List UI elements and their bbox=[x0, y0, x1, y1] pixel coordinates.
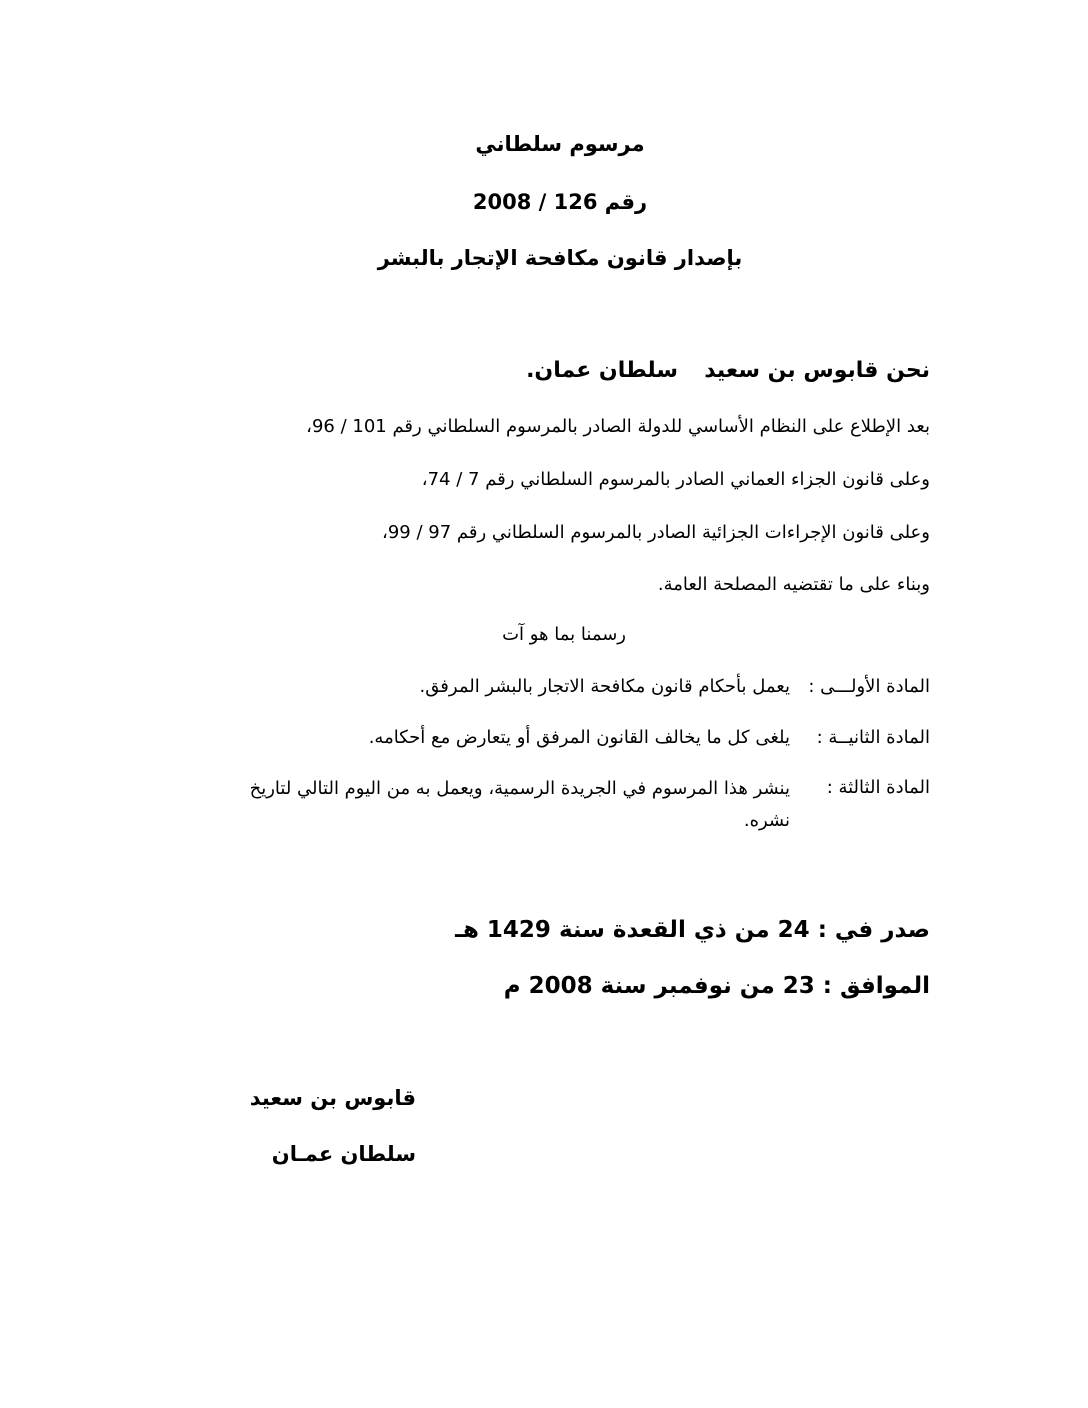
issuer-title: سلطان عمان. bbox=[526, 358, 678, 383]
article-2-text: يلغى كل ما يخالف القانون المرفق أو يتعارض مع أحكامه. bbox=[368, 727, 790, 748]
signature-name: قابوس بن سعيد bbox=[249, 1086, 416, 1110]
recital-public-interest: وبناء على ما تقتضيه المصلحة العامة. bbox=[657, 574, 930, 595]
recital-criminal-procedure: وعلى قانون الإجراءات الجزائية الصادر بالمرسوم السلطاني رقم 97 / 99، bbox=[382, 522, 930, 543]
article-3-text: ينشر هذا المرسوم في الجريدة الرسمية، ويعمل به من اليوم التالي لتاريخ نشره. bbox=[249, 778, 790, 831]
issuer-name: نحن قابوس بن سعيد bbox=[704, 358, 930, 383]
recital-basic-law: بعد الإطلاع على النظام الأساسي للدولة الصادر بالمرسوم السلطاني رقم 101 / 96، bbox=[306, 416, 930, 437]
article-3-label: المادة الثالثة : bbox=[826, 777, 930, 798]
decree-number: رقم 126 / 2008 bbox=[472, 190, 648, 214]
signature-title: سلطان عمـان bbox=[271, 1142, 416, 1166]
decree-subject: بإصدار قانون مكافحة الإتجار بالبشر bbox=[377, 246, 743, 270]
decree-title: مرسوم سلطاني bbox=[475, 132, 645, 156]
article-1-label: المادة الأولـــى : bbox=[808, 676, 930, 697]
issue-date-hijri: صدر في : 24 من ذي القعدة سنة 1429 هـ bbox=[455, 917, 930, 943]
recital-penal-law: وعلى قانون الجزاء العماني الصادر بالمرسوم السلطاني رقم 7 / 74، bbox=[421, 469, 930, 490]
article-2-label: المادة الثانيــة : bbox=[816, 727, 930, 748]
decree-phrase: رسمنا بما هو آت bbox=[502, 624, 626, 645]
issue-date-gregorian: الموافق : 23 من نوفمبر سنة 2008 م bbox=[503, 973, 930, 999]
article-1-text: يعمل بأحكام قانون مكافحة الاتجار بالبشر المرفق. bbox=[419, 676, 790, 697]
